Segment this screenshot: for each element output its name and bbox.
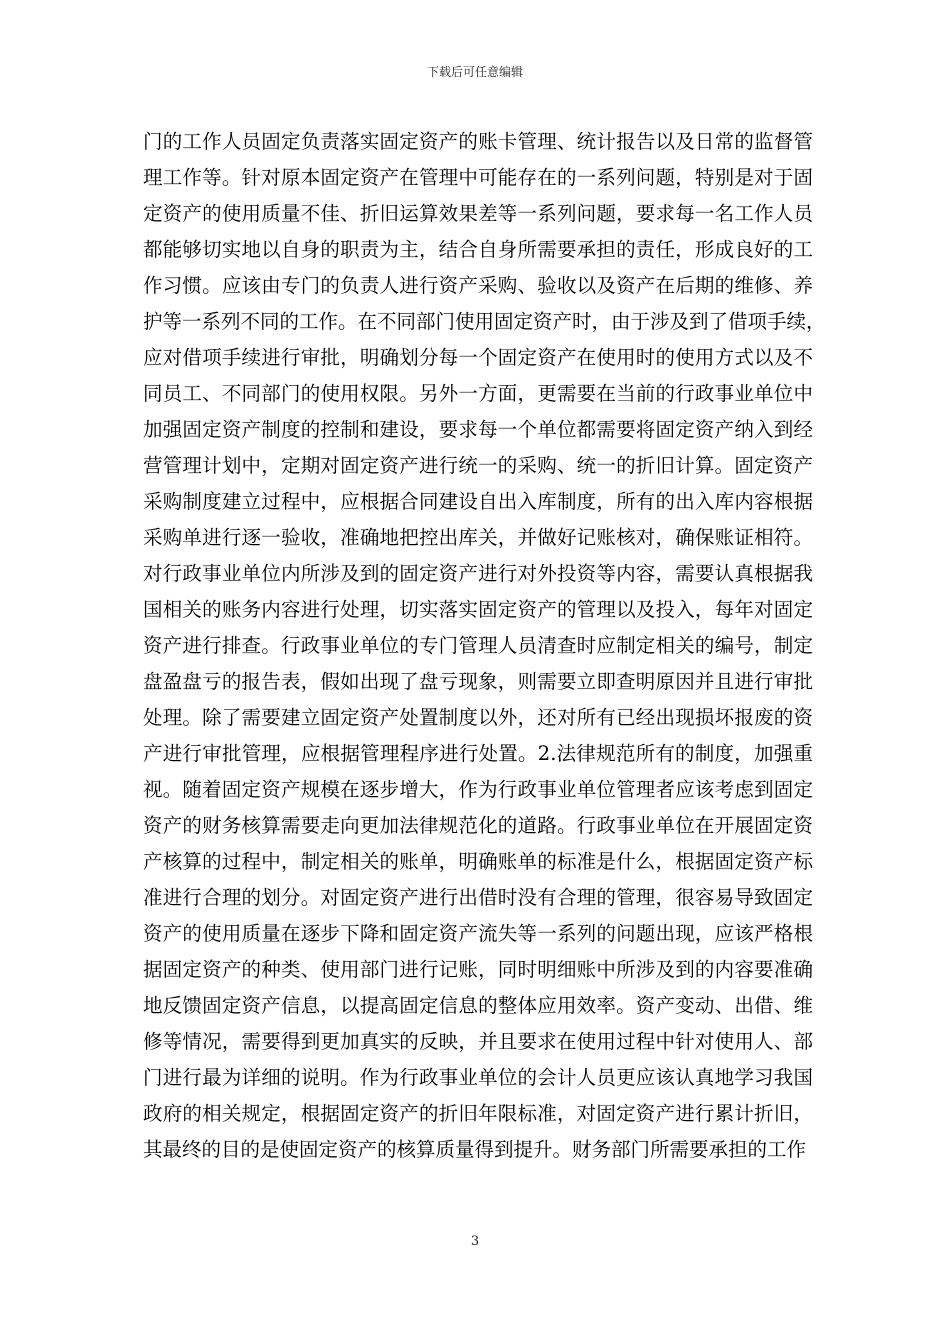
text-line: 营管理计划中，定期对固定资产进行统一的采购、统一的折旧计算。固定资产: [143, 454, 813, 477]
text-line: 准进行合理的划分。对固定资产进行出借时没有合理的管理，很容易导致固定: [143, 886, 813, 909]
text-line: 资产的财务核算需要走向更加法律规范化的道路。行政事业单位在开展固定资: [143, 814, 813, 837]
text-line: 门的工作人员固定负责落实固定资产的账卡管理、统计报告以及日常的监督管: [143, 130, 813, 153]
page-header: 下载后可任意编辑: [426, 65, 523, 79]
text-line: 地反馈固定资产信息，以提高固定信息的整体应用效率。资产变动、出借、维: [143, 994, 813, 1017]
body-text: [143, 124, 826, 1168]
text-line: 政府的相关规定，根据固定资产的折旧年限标准，对固定资产进行累计折旧，: [143, 1102, 813, 1125]
page-number: 3: [470, 1234, 480, 1249]
text-line: 门进行最为详细的说明。作为行政事业单位的会计人员更应该认真地学习我国: [143, 1066, 813, 1089]
text-line: 护等一系列不同的工作。在不同部门使用固定资产时，由于涉及到了借项手续，: [143, 310, 826, 333]
text-line: 修等情况，需要得到更加真实的反映，并且要求在使用过程中针对使用人、部: [143, 1030, 813, 1053]
text-line: 处理。除了需要建立固定资产处置制度以外，还对所有已经出现损坏报废的资: [143, 706, 813, 729]
text-line: 产核算的过程中，制定相关的账单，明确账单的标准是什么，根据固定资产标: [143, 850, 813, 873]
text-line: 盘盈盘亏的报告表，假如出现了盘亏现象，则需要立即查明原因并且进行审批: [143, 670, 813, 693]
text-line: 资产进行排查。行政事业单位的专门管理人员清查时应制定相关的编号，制定: [143, 634, 813, 657]
text-line: 其最终的目的是使固定资产的核算质量得到提升。财务部门所需要承担的工作: [143, 1138, 807, 1161]
text-line: 应对借项手续进行审批，明确划分每一个固定资产在使用时的使用方式以及不: [143, 346, 813, 369]
text-line: 对行政事业单位内所涉及到的固定资产进行对外投资等内容，需要认真根据我: [143, 562, 813, 585]
text-line: 加强固定资产制度的控制和建设，要求每一个单位都需要将固定资产纳入到经: [143, 418, 813, 441]
text-line: 据固定资产的种类、使用部门进行记账，同时明细账中所涉及到的内容要准确: [143, 958, 813, 981]
text-line: 产进行审批管理，应根据管理程序进行处置。2.法律规范所有的制度，加强重: [143, 742, 813, 765]
text-line: 定资产的使用质量不佳、折旧运算效果差等一系列问题，要求每一名工作人员: [143, 202, 813, 225]
text-line: 采购单进行逐一验收，准确地把控出库关，并做好记账核对，确保账证相符。: [143, 526, 813, 549]
text-line: 资产的使用质量在逐步下降和固定资产流失等一系列的问题出现，应该严格根: [143, 922, 813, 945]
text-line: 采购制度建立过程中，应根据合同建设自出入库制度，所有的出入库内容根据: [143, 490, 813, 513]
text-line: 同员工、不同部门的使用权限。另外一方面，更需要在当前的行政事业单位中: [143, 382, 813, 405]
text-line: 理工作等。针对原本固定资产在管理中可能存在的一系列问题，特别是对于固: [143, 166, 813, 189]
text-line: 作习惯。应该由专门的负责人进行资产采购、验收以及资产在后期的维修、养: [143, 274, 813, 297]
text-line: 视。随着固定资产规模在逐步增大，作为行政事业单位管理者应该考虑到固定: [143, 778, 813, 801]
text-line: 国相关的账务内容进行处理，切实落实固定资产的管理以及投入，每年对固定: [143, 598, 813, 621]
text-line: 都能够切实地以自身的职责为主，结合自身所需要承担的责任，形成良好的工: [143, 238, 813, 261]
